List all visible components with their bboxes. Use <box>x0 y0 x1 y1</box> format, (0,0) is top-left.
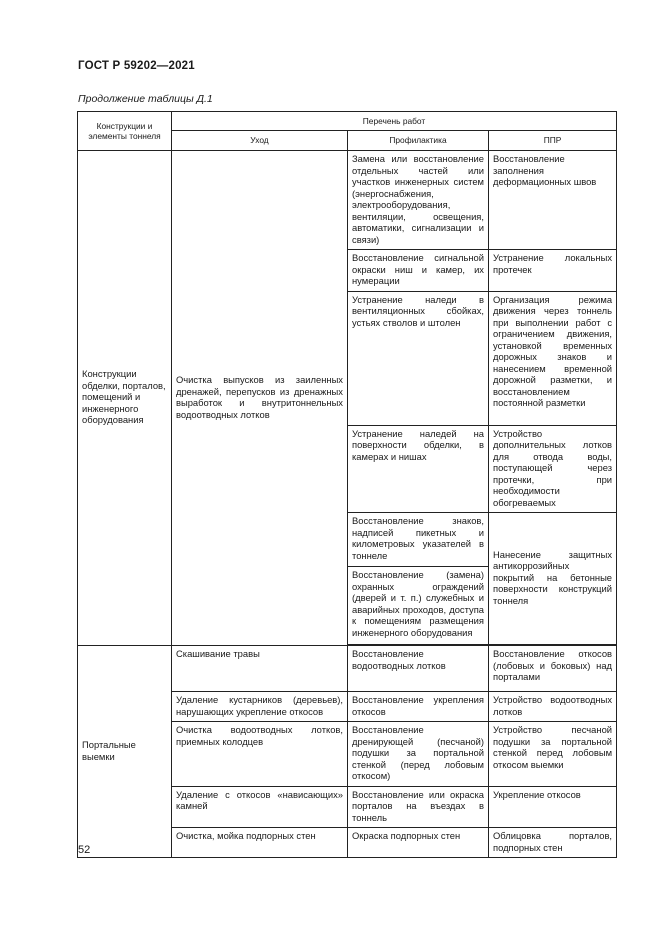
prevention-cell: Восстановление знаков, надписей пикетных и километровых указателей в тоннеле <box>348 513 489 567</box>
header-prevention: Профилактика <box>348 131 489 151</box>
ppr-cell: Устройство песчаной подушки за портальной стенкой перед лобовым откосом выемки <box>489 722 617 787</box>
ppr-cell: Восстановление откосов (лобовых и боковых) над порталами <box>489 646 617 692</box>
table-caption: Продолжение таблицы Д.1 <box>78 93 213 105</box>
header-care: Уход <box>172 131 348 151</box>
care-cell: Очистка, мойка подпорных стен <box>172 828 348 858</box>
prevention-cell: Восстановление укрепления откосов <box>348 692 489 722</box>
care-cell: Удаление с откосов «нависающих» камней <box>172 786 348 828</box>
structure-cell: Конструкции обделки, порталов, помещений и инженерного оборудования <box>78 151 172 646</box>
header-ppr: ППР <box>489 131 617 151</box>
ppr-cell: Нанесение защитных антикоррозийных покрытий на бетонные поверхности конструкций тоннеля <box>489 513 617 645</box>
structure-cell: Портальные выемки <box>78 646 172 858</box>
header-structures: Конструкции и элементы тоннеля <box>78 112 172 151</box>
prevention-cell: Восстановление (замена) охранных ограждений (дверей и т. п.) служебных и аварийных проходов, доступа к помещениям размещения инженерного оборудования <box>348 567 489 645</box>
prevention-cell: Восстановление или окраска порталов на въездах в тоннель <box>348 786 489 828</box>
care-cell: Скашивание травы <box>172 646 348 692</box>
ppr-cell: Укрепление откосов <box>489 786 617 828</box>
care-cell: Очистка выпусков из заиленных дренажей, перепусков из дренажных выработок и внутритоннельных водоотводных лотков <box>172 151 348 646</box>
care-cell: Удаление кустарников (деревьев), нарушающих укрепление откосов <box>172 692 348 722</box>
prevention-cell: Восстановление сигнальной окраски ниш и камер, их нумерации <box>348 250 489 292</box>
works-table <box>77 111 617 858</box>
ppr-cell: Устройство водоотводных лотков <box>489 692 617 722</box>
prevention-cell: Окраска подпорных стен <box>348 828 489 858</box>
ppr-cell: Облицовка порталов, подпорных стен <box>489 828 617 858</box>
header-works-list: Перечень работ <box>172 112 617 131</box>
prevention-cell: Устранение наледей на поверхности обделки, в камерах и нишах <box>348 425 489 513</box>
ppr-cell: Организация режима движения через тоннель при выполнении работ с ограничением движения, установкой временных дорожных знаков и нанесением временной дорожной разметки, и восстановлением постоянной разметки <box>489 291 617 425</box>
prevention-cell: Восстановление дренирующей (песчаной) подушки за портальной стенкой (перед лобовым откосом) <box>348 722 489 787</box>
prevention-cell: Замена или восстановление отдельных частей или участков инженерных систем (энергоснабжения, электрооборудования, вентиляции, освещения, автоматики, сигнализации и связи) <box>348 151 489 250</box>
ppr-cell: Устройство дополнительных лотков для отвода воды, поступающей через протечки, при необходимости обогреваемых <box>489 425 617 513</box>
prevention-cell: Восстановление водоотводных лотков <box>348 646 489 692</box>
document-header: ГОСТ Р 59202—2021 <box>78 60 195 72</box>
page-number: 52 <box>78 844 91 856</box>
ppr-cell: Восстановление заполнения деформационных швов <box>489 151 617 250</box>
prevention-cell: Устранение наледи в вентиляционных сбойках, устьях стволов и штолен <box>348 291 489 425</box>
ppr-cell: Устранение локальных протечек <box>489 250 617 292</box>
care-cell: Очистка водоотводных лотков, приемных колодцев <box>172 722 348 787</box>
